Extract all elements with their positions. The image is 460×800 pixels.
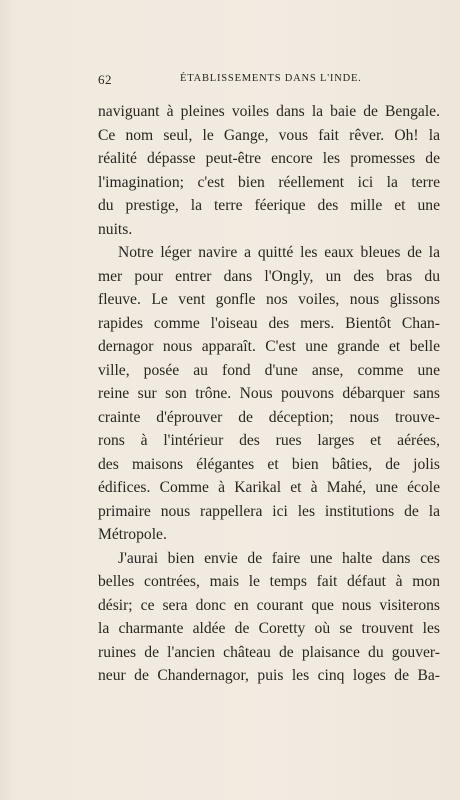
text-line: désir; ce sera donc en courant que nous visiterons <box>98 596 440 614</box>
paragraph <box>98 241 440 547</box>
text-line: Notre léger navire a quitté les eaux bleues de la <box>118 244 440 261</box>
text-line: neur de Chandernagor, puis les cinq loges de Ba- <box>98 667 440 684</box>
text-line: dernagor nous apparaît. C'est une grande et belle <box>98 338 440 355</box>
text-line: J'aurai bien envie de faire une halte dans ces <box>118 549 440 567</box>
text-line: fleuve. Le vent gonfle nos voiles, nous glissons <box>98 291 440 308</box>
text-line: réalité dépasse peut-être encore les promesses de <box>98 150 440 167</box>
paragraph <box>98 547 440 688</box>
text-line: des maisons élégantes et bien bâties, de jolis <box>98 455 440 473</box>
body-text <box>98 100 440 688</box>
text-line: naviguant à pleines voiles dans la baie de Bengale. <box>98 103 440 120</box>
text-line: la charmante aldée de Coretty où se trouvent les <box>98 620 440 637</box>
text-line: Métropole. <box>98 526 167 543</box>
text-line: ville, posée au fond d'une anse, comme une <box>98 361 440 379</box>
text-line: rons à l'intérieur des rues larges et aérées, <box>98 432 440 449</box>
running-title: ÉTABLISSEMENTS DANS L'INDE. <box>180 73 362 84</box>
text-line: crainte d'éprouver de déception; nous trouve- <box>98 408 440 426</box>
text-line: l'imagination; c'est bien réellement ici la terre <box>98 173 440 191</box>
paragraph <box>98 100 440 241</box>
text-line: ruines de l'ancien château de plaisance du gouver- <box>98 643 440 661</box>
text-line: mer pour entrer dans l'Ongly, un des bras du <box>98 267 440 285</box>
text-line: reine sur son trône. Nous pouvons débarquer sans <box>98 385 440 402</box>
page-header <box>98 72 440 92</box>
page-number: 62 <box>98 72 112 87</box>
text-line: rapides comme l'oiseau des mers. Bientôt Chan- <box>98 314 440 332</box>
text-line: édifices. Comme à Karikal et à Mahé, une école <box>98 479 440 496</box>
text-line: du prestige, la terre féerique des mille et une <box>98 197 440 214</box>
text-line: nuits. <box>98 220 133 238</box>
text-line: Ce nom seul, le Gange, vous fait rêver. Oh! la <box>98 126 440 144</box>
text-line: belles contrées, mais le temps fait défaut à mon <box>98 573 440 590</box>
text-line: primaire nous rappellera ici les institutions de la <box>98 502 440 520</box>
